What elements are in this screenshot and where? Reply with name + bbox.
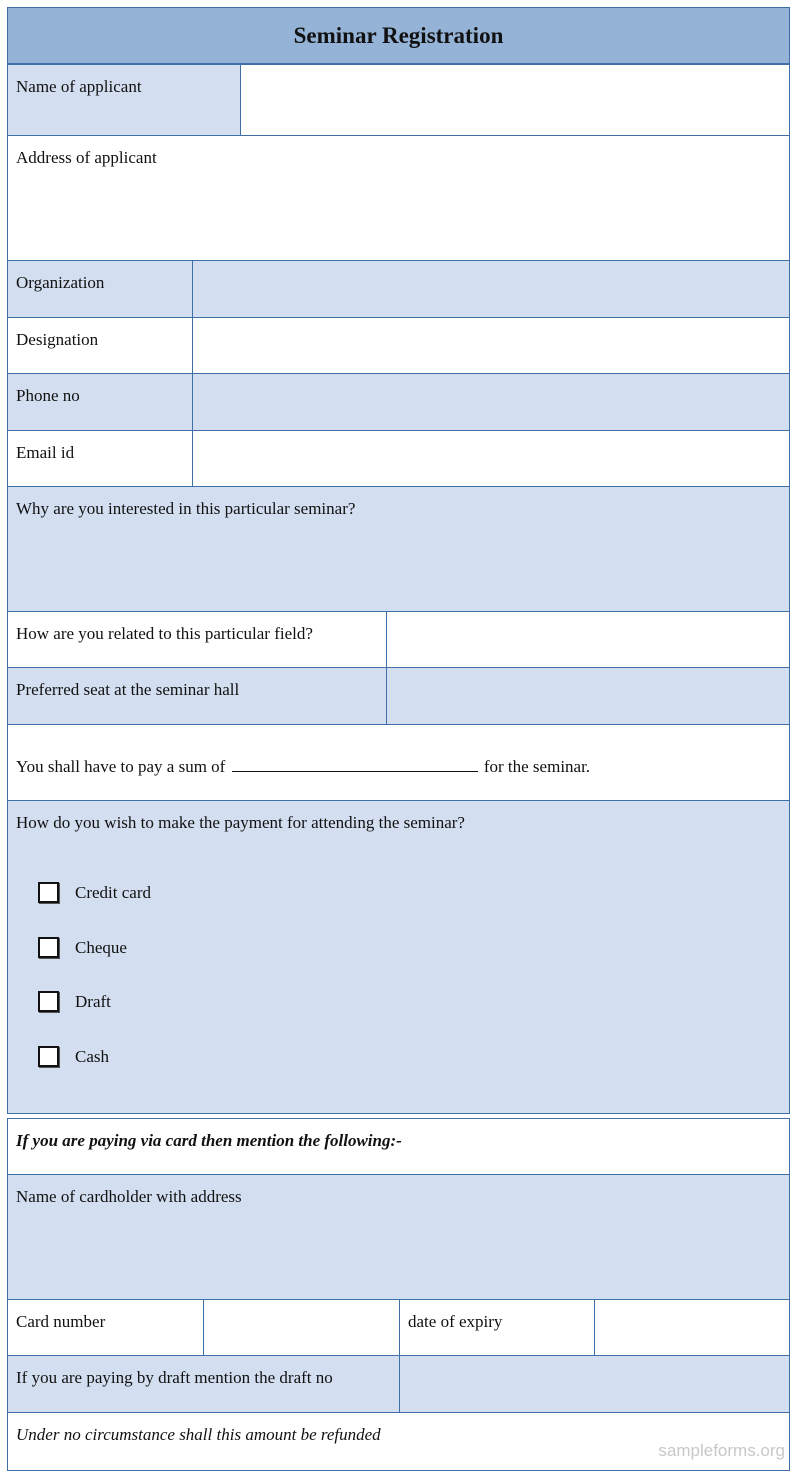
row-cardholder: [8, 1175, 789, 1300]
option-draft[interactable]: [38, 991, 111, 1012]
refund-note: Under no circumstance shall this amount be refunded: [16, 1425, 381, 1444]
checkbox-cash[interactable]: [38, 1046, 59, 1067]
related-label: How are you related to this particular field?: [8, 612, 386, 667]
draft-field[interactable]: [399, 1356, 789, 1412]
related-field[interactable]: [386, 612, 789, 667]
name-field[interactable]: [240, 65, 789, 135]
designation-field[interactable]: [192, 318, 789, 373]
row-organization: [8, 261, 789, 318]
expiry-label: date of expiry: [399, 1300, 594, 1355]
row-seat: [8, 668, 789, 725]
sum-text: [8, 725, 598, 800]
card-heading: If you are paying via card then mention the following:-: [16, 1131, 402, 1150]
sum-suffix: for the seminar.: [483, 757, 591, 776]
option-credit-card-label: Credit card: [75, 882, 151, 902]
seat-label-text: Preferred seat at the seminar hall: [16, 680, 240, 699]
organization-field[interactable]: [192, 261, 789, 317]
draft-label: If you are paying by draft mention the draft no: [16, 1368, 333, 1387]
row-sum: [8, 725, 789, 801]
checkbox-draft[interactable]: [38, 991, 59, 1012]
option-credit-card[interactable]: [38, 882, 151, 903]
row-draft: [8, 1356, 789, 1413]
checkbox-cheque[interactable]: [38, 937, 59, 958]
watermark: sampleforms.org: [658, 1441, 785, 1460]
designation-label: Designation: [8, 318, 192, 373]
checkbox-credit-card[interactable]: [38, 882, 59, 903]
seat-field[interactable]: [386, 668, 789, 724]
payment-question: How do you wish to make the payment for attending the seminar?: [16, 813, 465, 832]
cardholder-label: Name of cardholder with address: [16, 1187, 242, 1206]
row-related: [8, 612, 789, 668]
email-label: Email id: [8, 431, 192, 486]
row-payment-method: [8, 801, 789, 1113]
name-label: Name of applicant: [8, 65, 240, 135]
phone-label: Phone no: [8, 374, 192, 430]
option-cheque-label: Cheque: [75, 937, 127, 957]
card-form: [7, 1118, 790, 1471]
card-number-label: Card number: [16, 1312, 106, 1331]
row-card-number: [8, 1300, 789, 1356]
sum-blank[interactable]: [232, 758, 478, 772]
option-draft-label: Draft: [75, 991, 111, 1011]
seat-label: [8, 668, 386, 724]
organization-label: Organization: [8, 261, 192, 317]
row-name: [8, 65, 789, 136]
address-label: Address of applicant: [16, 148, 157, 167]
row-interest: [8, 487, 789, 612]
sum-prefix: You shall have to pay a sum of: [16, 757, 226, 776]
row-email: [8, 431, 789, 487]
row-card-heading: [8, 1119, 789, 1175]
row-designation: [8, 318, 789, 374]
option-cash[interactable]: [38, 1046, 109, 1067]
form-title: Seminar Registration: [8, 8, 789, 65]
option-cash-label: Cash: [75, 1046, 109, 1066]
interest-label: Why are you interested in this particular seminar?: [16, 499, 356, 518]
card-number-field[interactable]: [203, 1300, 399, 1355]
row-phone: [8, 374, 789, 431]
phone-field[interactable]: [192, 374, 789, 430]
registration-form: [7, 7, 790, 1114]
email-field[interactable]: [192, 431, 789, 486]
option-cheque[interactable]: [38, 937, 127, 958]
expiry-field[interactable]: [594, 1300, 789, 1355]
row-address: [8, 136, 789, 261]
